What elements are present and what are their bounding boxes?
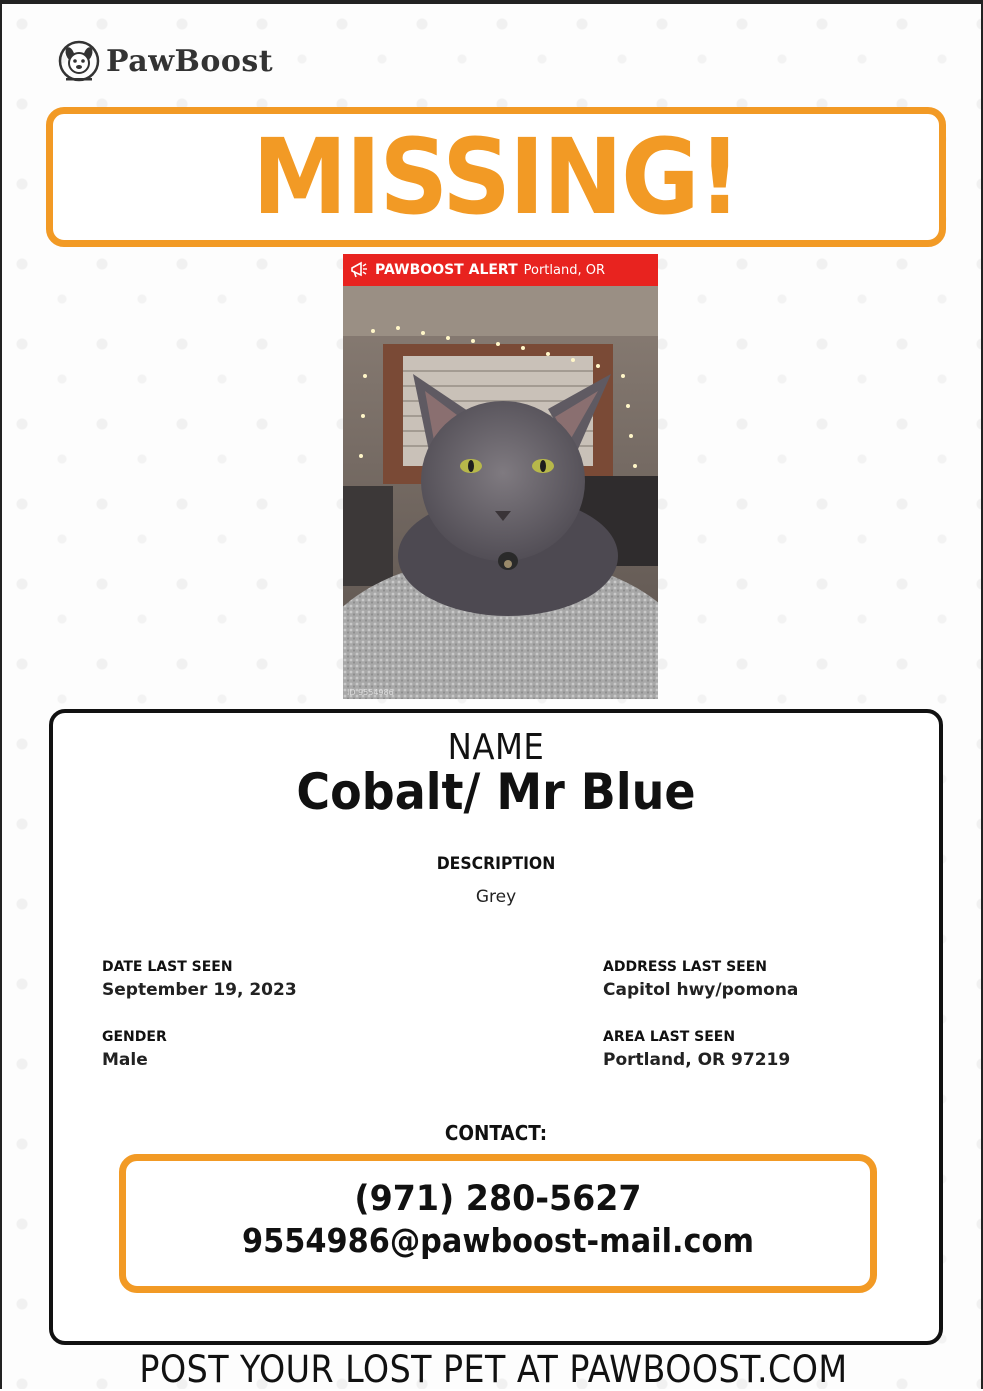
contact-phone[interactable]: (971) 280-5627 bbox=[354, 1179, 642, 1219]
dog-face-icon bbox=[58, 40, 100, 82]
area-last-seen-field bbox=[603, 1029, 790, 1070]
photo-id: ID 9554986 bbox=[347, 688, 394, 697]
description-value: Grey bbox=[475, 887, 517, 907]
address-last-seen-value: Capitol hwy/pomona bbox=[603, 980, 799, 1000]
gender-field bbox=[102, 1029, 167, 1070]
date-last-seen-label: DATE LAST SEEN bbox=[102, 959, 233, 975]
contact-box bbox=[119, 1154, 877, 1293]
area-last-seen-label: AREA LAST SEEN bbox=[603, 1029, 736, 1045]
missing-title: MISSING! bbox=[252, 116, 740, 238]
gender-label: GENDER bbox=[102, 1029, 167, 1045]
megaphone-icon bbox=[349, 260, 369, 280]
alert-label: PAWBOOST ALERT bbox=[375, 262, 518, 278]
missing-banner bbox=[46, 107, 946, 247]
pawboost-logo bbox=[58, 40, 273, 82]
date-last-seen-value: September 19, 2023 bbox=[102, 980, 297, 1000]
address-last-seen-field bbox=[603, 959, 798, 1000]
logo-text: PawBoost bbox=[106, 43, 274, 79]
footer-cta: POST YOUR LOST PET AT PAWBOOST.COM bbox=[139, 1348, 848, 1391]
alert-location: Portland, OR bbox=[523, 262, 605, 278]
gender-value: Male bbox=[102, 1050, 148, 1070]
contact-label: CONTACT: bbox=[444, 1121, 548, 1145]
date-last-seen-field bbox=[102, 959, 297, 1000]
pet-info-card bbox=[49, 709, 943, 1345]
contact-email[interactable]: 9554986@pawboost-mail.com bbox=[241, 1221, 755, 1260]
name-label: NAME bbox=[447, 727, 545, 768]
address-last-seen-label: ADDRESS LAST SEEN bbox=[603, 959, 768, 975]
pet-name: Cobalt/ Mr Blue bbox=[296, 763, 696, 821]
pet-photo-block bbox=[343, 254, 658, 699]
alert-bar bbox=[343, 254, 658, 286]
description-label: DESCRIPTION bbox=[436, 854, 556, 874]
area-last-seen-value: Portland, OR 97219 bbox=[603, 1050, 791, 1070]
pet-photo bbox=[343, 286, 658, 699]
